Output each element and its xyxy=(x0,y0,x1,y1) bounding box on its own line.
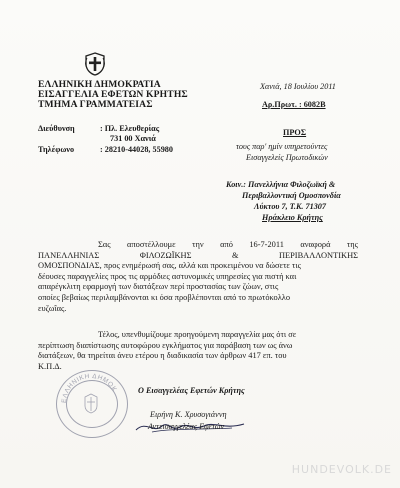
paragraph-line: δέουσες παραγγελίες προς τις αρμόδιες αστυνομικές υπηρεσίες για πιστή και xyxy=(38,271,297,281)
header-line-1: ΕΛΛΗΝΙΚΗ ΔΗΜΟΚΡΑΤΙΑ xyxy=(38,79,161,90)
signatory-name: Ειρήνη Κ. Χρυσογιάννη xyxy=(150,410,227,419)
phone-value: : 28210-44028, 55980 xyxy=(100,145,173,154)
phone-label: Τηλέφωνο xyxy=(38,145,75,154)
official-stamp xyxy=(56,370,128,438)
greek-emblem-icon xyxy=(84,52,106,76)
header-line-3: ΤΜΗΜΑ ΓΡΑΜΜΑΤΕΙΑΣ xyxy=(38,99,153,110)
paragraph-line: ΠΑΝΕΛΛΗΝΙΑΣ ΦΙΛΟΖΩΪΚΗΣ & ΠΕΡΙΒΑΛΛΟΝΤΙΚΗΣ xyxy=(38,250,358,260)
copy-line-1: Κοιν.: Πανελλήνια Φιλοζωϊκή & xyxy=(226,180,336,189)
body-paragraph-1 xyxy=(38,240,358,314)
copy-line-2: Περιβαλλοντική Ομοσπονδία xyxy=(242,191,341,200)
paragraph-line: οποίες βεβαίως περιλαμβάνονται κι όσα προβλέπονται από το πρωτόκολλο xyxy=(38,292,291,302)
address-label: Διεύθυνση xyxy=(38,124,75,133)
paragraph-line: απαρέγκλιτη εφαρμογή των διατάξεων περί προστασίας των ζώων, στις xyxy=(38,282,279,292)
paragraph-line: Τέλος, υπενθυμίζουμε προηγούμενη παραγγελία μας ότι σε xyxy=(98,330,297,339)
copy-line-4: Ηράκλειο Κρήτης xyxy=(262,213,323,222)
stamp-text: ΕΛΛΗΝΙΚΗ ΔΗΜΟΚ xyxy=(60,372,118,404)
paragraph-line: περίπτωση διαπίστωσης αυτοφώρου εγκλήματος για παράβαση των ως άνω xyxy=(38,340,293,350)
body-paragraph-2 xyxy=(38,330,358,372)
svg-text:ΕΛΛΗΝΙΚΗ ΔΗΜΟΚ xyxy=(61,373,118,403)
stamp-text-ring xyxy=(56,370,126,436)
recipient-line-1: τους παρ' ημίν υπηρετούντες xyxy=(236,142,328,151)
address-postcode: 731 00 Χανιά xyxy=(110,134,156,143)
signature-role: Ο Εισαγγελέας Εφετών Κρήτης xyxy=(138,386,245,395)
place-date: Χανιά, 18 Ιουλίου 2011 xyxy=(260,82,336,91)
paragraph-line: διατάξεων, θα τηρείται άνευ ετέρου η διαδικασία των άρθρων 417 επ. του xyxy=(38,351,287,361)
paragraph-line: Σας αποστέλλουμε την από 16-7-2011 αναφορά της xyxy=(98,240,358,249)
header-line-2: ΕΙΣΑΓΓΕΛΙΑ ΕΦΕΤΩΝ ΚΡΗΤΗΣ xyxy=(38,89,188,100)
recipient-title: ΠΡΟΣ xyxy=(283,128,307,137)
recipient-line-2: Εισαγγελείς Πρωτοδικών xyxy=(246,153,328,162)
paragraph-line: ευζωΐας. xyxy=(38,303,67,313)
watermark: HUNDEVOLK.DE xyxy=(291,463,392,476)
paragraph-line: ΟΜΟΣΠΟΝΔΙΑΣ, προς ενημέρωσή σας, αλλά και προκειμένου να δώσετε τις xyxy=(38,261,301,271)
address-value: : Πλ. Ελευθερίας xyxy=(100,124,160,133)
paragraph-line: Κ.Π.Δ. xyxy=(38,361,62,371)
protocol-number: Αρ.Πρωτ. : 6082Β xyxy=(262,100,326,109)
signatory-title: Αντεισαγγελέας Εφετών xyxy=(148,422,225,431)
copy-line-3: Λύκτου 7, Τ.Κ. 71307 xyxy=(254,202,326,211)
